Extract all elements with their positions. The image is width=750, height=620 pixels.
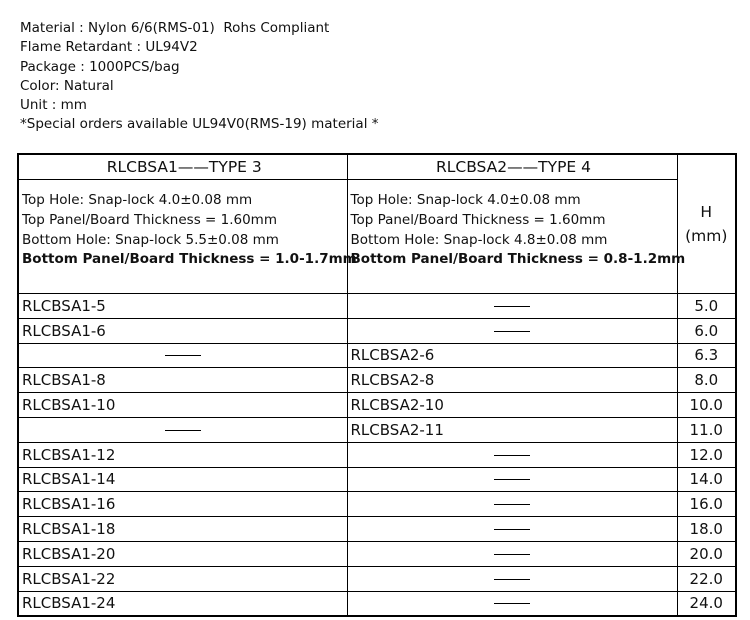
spec-color: Color: Natural <box>20 77 114 94</box>
type4-top-panel-thickness: Top Panel/Board Thickness = 1.60mm <box>350 211 606 228</box>
not-available-dash <box>494 479 530 480</box>
table-row <box>18 417 736 442</box>
table-row <box>18 343 736 368</box>
type3-bottom-panel-thickness: Bottom Panel/Board Thickness = 1.0-1.7mm <box>22 251 357 268</box>
height-value-cell: 16.0 <box>677 492 736 517</box>
type3-description <box>18 180 357 294</box>
table-row <box>18 318 736 343</box>
height-value-cell: 22.0 <box>677 566 736 591</box>
type4-part-cell: RLCBSA2-10 <box>347 393 677 418</box>
parts-table <box>17 153 737 617</box>
type4-bottom-panel-thickness: Bottom Panel/Board Thickness = 0.8-1.2mm <box>350 251 686 268</box>
height-value-cell: 8.0 <box>677 368 736 393</box>
type3-bottom-hole: Bottom Hole: Snap-lock 5.5±0.08 mm <box>22 231 279 248</box>
table-row <box>18 368 736 393</box>
type3-part-cell: RLCBSA1-5 <box>18 294 347 319</box>
type3-top-hole: Top Hole: Snap-lock 4.0±0.08 mm <box>22 192 253 208</box>
table-header-row <box>18 154 736 180</box>
not-available-dash <box>494 455 530 456</box>
spec-flame-retardant: Flame Retardant : UL94V2 <box>20 39 198 56</box>
type4-part-cell-empty <box>347 517 677 542</box>
height-value-cell: 10.0 <box>677 393 736 418</box>
height-value-cell: 14.0 <box>677 467 736 492</box>
type3-part-cell: RLCBSA1-24 <box>18 591 347 616</box>
type3-part-cell: RLCBSA1-14 <box>18 467 347 492</box>
type4-part-cell-empty <box>347 318 677 343</box>
table-row <box>18 393 736 418</box>
spec-material: Material : Nylon 6/6(RMS-01) Rohs Compliant <box>20 20 330 36</box>
type3-part-cell-empty <box>18 343 347 368</box>
table-row <box>18 492 736 517</box>
height-value-cell: 20.0 <box>677 541 736 566</box>
height-value-cell: 24.0 <box>677 591 736 616</box>
not-available-dash <box>494 554 530 555</box>
type4-part-cell: RLCBSA2-8 <box>347 368 677 393</box>
type3-part-cell: RLCBSA1-6 <box>18 318 347 343</box>
spec-special-orders: *Special orders available UL94V0(RMS-19) material * <box>20 116 379 133</box>
height-header-label: H <box>700 203 713 221</box>
not-available-dash <box>494 603 530 604</box>
type3-part-cell: RLCBSA1-18 <box>18 517 347 542</box>
height-value-cell: 6.0 <box>677 318 736 343</box>
not-available-dash <box>494 306 530 307</box>
spec-unit: Unit : mm <box>20 97 87 114</box>
height-value-cell: 12.0 <box>677 442 736 467</box>
type3-part-cell: RLCBSA1-20 <box>18 541 347 566</box>
type3-part-cell-empty <box>18 417 347 442</box>
type3-part-cell: RLCBSA1-16 <box>18 492 347 517</box>
type4-top-hole: Top Hole: Snap-lock 4.0±0.08 mm <box>350 192 581 208</box>
table-row <box>18 467 736 492</box>
table-row <box>18 566 736 591</box>
type4-part-cell-empty <box>347 467 677 492</box>
type4-part-cell-empty <box>347 442 677 467</box>
type3-header: RLCBSA1——TYPE 3 <box>18 154 347 180</box>
type4-bottom-hole: Bottom Hole: Snap-lock 4.8±0.08 mm <box>350 231 608 248</box>
type4-part-cell-empty <box>347 541 677 566</box>
height-header-unit: (mm) <box>685 227 728 245</box>
type4-part-cell-empty <box>347 294 677 319</box>
type4-part-cell: RLCBSA2-6 <box>347 343 677 368</box>
type4-part-cell-empty <box>347 492 677 517</box>
height-value-cell: 6.3 <box>677 343 736 368</box>
table-row <box>18 541 736 566</box>
height-value-cell: 5.0 <box>677 294 736 319</box>
table-row <box>18 591 736 616</box>
type3-part-cell: RLCBSA1-8 <box>18 368 347 393</box>
type3-part-cell: RLCBSA1-12 <box>18 442 347 467</box>
table-row <box>18 294 736 319</box>
type4-part-cell: RLCBSA2-11 <box>347 417 677 442</box>
height-value-cell: 18.0 <box>677 517 736 542</box>
type3-part-cell: RLCBSA1-22 <box>18 566 347 591</box>
not-available-dash <box>494 529 530 530</box>
type4-part-cell-empty <box>347 591 677 616</box>
type3-top-panel-thickness: Top Panel/Board Thickness = 1.60mm <box>22 211 277 228</box>
spec-block <box>20 19 379 135</box>
type3-part-cell: RLCBSA1-10 <box>18 393 347 418</box>
not-available-dash <box>494 504 530 505</box>
table-description-row <box>18 180 736 294</box>
not-available-dash <box>165 430 201 431</box>
table-row <box>18 517 736 542</box>
not-available-dash <box>165 355 201 356</box>
type4-header: RLCBSA2——TYPE 4 <box>347 154 677 180</box>
not-available-dash <box>494 579 530 580</box>
type4-description <box>347 180 686 294</box>
height-value-cell: 11.0 <box>677 417 736 442</box>
spec-package: Package : 1000PCS/bag <box>20 58 180 75</box>
type4-part-cell-empty <box>347 566 677 591</box>
table-row <box>18 442 736 467</box>
not-available-dash <box>494 331 530 332</box>
height-header <box>677 154 736 294</box>
